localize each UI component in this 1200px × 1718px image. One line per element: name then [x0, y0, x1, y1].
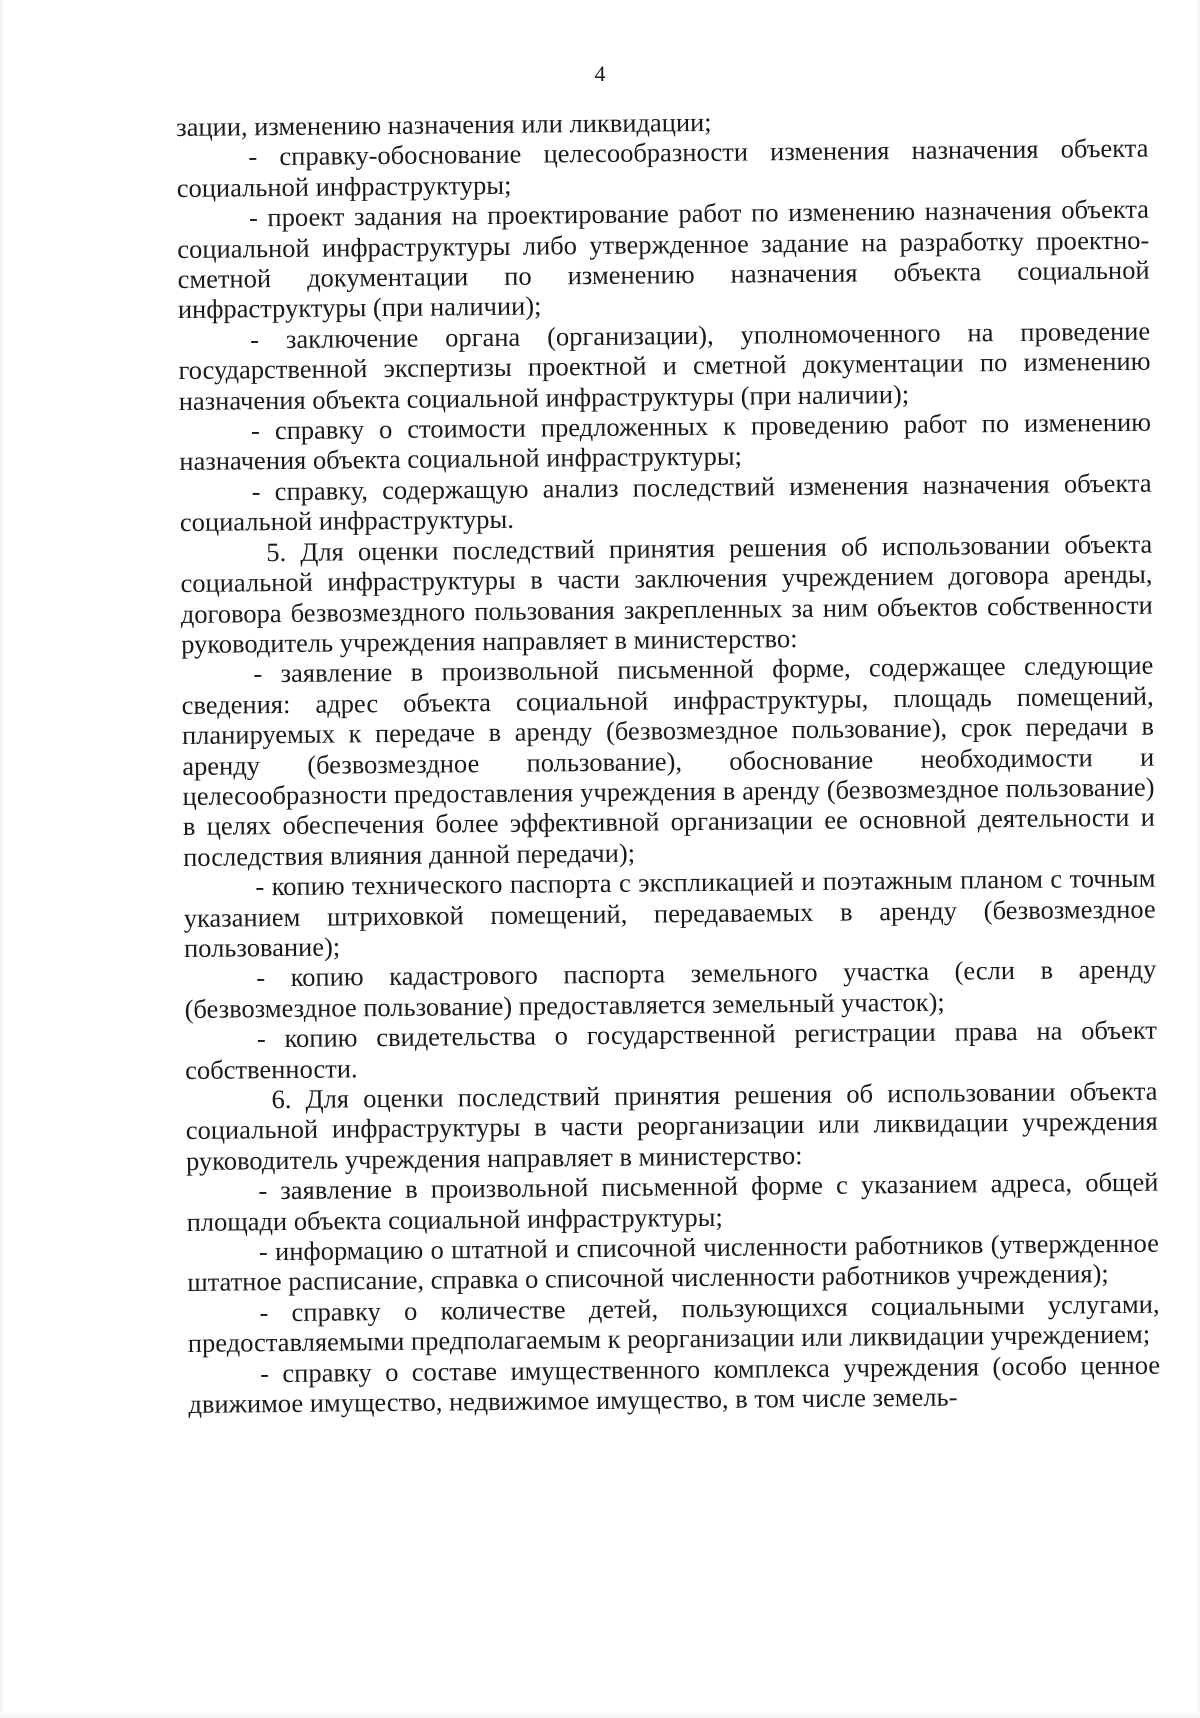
clause-6: 6. Для оценки последствий принятия решения об использовании объекта социальной инфраструктуры в части реорганизации или ликвидации учреждения руководитель учреждения направляет в министерство: — [185, 1075, 1158, 1176]
scan-shadow-bottom — [0, 1712, 1200, 1718]
list-item-registration-certificate: - копию свидетельства о государственной регистрации права на объект собственности. — [185, 1014, 1157, 1085]
clause-5: 5. Для оценки последствий принятия решения об использовании объекта социальной инфраструктуры в части заключения учреждением договора аренды, договора безвозмездного пользования закрепленных за ним объектов собственности руководитель учреждения направляет в министерство: — [180, 528, 1153, 659]
list-item-consequence-analysis: - справку, содержащую анализ последствий изменения назначения объекта социальной инфраструктуры. — [179, 467, 1152, 538]
list-item-expertise-conclusion: - заключение органа (организации), уполномоченного на проведение государственной экспертизы проектной и сметной документации по изменению назначения объекта социальной инфраструктуры (при наличии); — [178, 315, 1151, 416]
scan-shadow-left — [0, 0, 3, 1718]
list-item-technical-passport: - копию технического паспорта с экспликацией и поэтажным планом с точным указанием штриховкой помещений, передаваемых в аренду (безвозмездное пользование); — [183, 862, 1156, 963]
list-item-cadastral-passport: - копию кадастрового паспорта земельного участка (если в аренду (безвозмездное пользование) предоставляется земельный участок); — [184, 954, 1157, 1024]
document-body — [176, 103, 1161, 1420]
paragraph-continuation: зации, изменению назначения или ликвидации; — [176, 106, 712, 142]
page-number: 4 — [594, 61, 606, 86]
list-item-staff-information: - информацию о штатной и списочной численности работников (утвержденное штатное расписание, справка о списочной численности работников учреждения); — [187, 1227, 1160, 1298]
list-item-property-complex: - справку о составе имущественного комплекса учреждения (особо ценное движимое имущество, недвижимое имущество, в том числе земель- — [188, 1349, 1161, 1420]
list-item-lease-application: - заявление в произвольной письменной форме, содержащее следующие сведения: адрес объекта социальной инфраструктуры, площадь помещений, планируемых к передаче в аренду (безвозмездное пользование), срок передачи в аренду (безвозмездное пользование), обоснование необходимости и целесообразности предоставления учреждения в аренду (безвозмездное пользование) в целях обеспечения более эффективной организации ее основной деятельности и последствия влияния данной передачи); — [181, 649, 1155, 872]
list-item-justification-certificate: - справку-обоснование целесообразности изменения назначения объекта социальной инфраструктуры; — [176, 133, 1149, 203]
list-item-children-count: - справку о количестве детей, пользующихся социальными услугами, предоставляемыми предполагаемым к реорганизации или ликвидации учреждением; — [187, 1288, 1160, 1359]
list-item-cost-certificate: - справку о стоимости предложенных к проведению работ по изменению назначения объекта социальной инфраструктуры; — [179, 406, 1152, 477]
list-item-reorganization-application: - заявление в произвольной письменной форме с указанием адреса, общей площади объекта социальной инфраструктуры; — [186, 1166, 1159, 1237]
list-item-design-assignment: - проект задания на проектирование работ по изменению назначения объекта социальной инфраструктуры либо утвержденное задание на разработку проектно-сметной документации по изменению назначения объекта социальной инфраструктуры (при наличии); — [177, 193, 1150, 325]
